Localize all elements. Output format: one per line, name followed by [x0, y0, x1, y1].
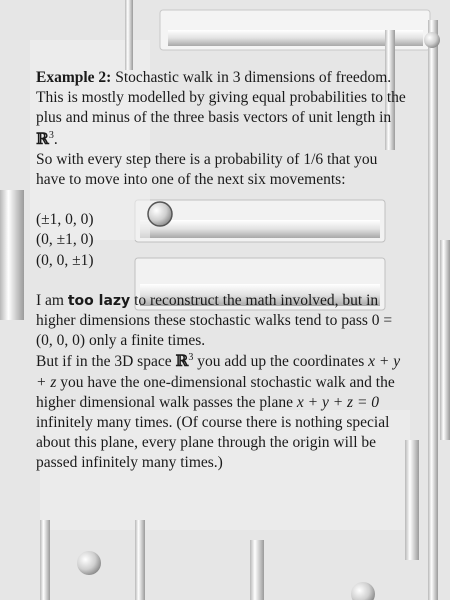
vector-line: (0, ±1, 0)	[36, 231, 94, 249]
plane-expression: x + y + z = 0	[296, 393, 380, 411]
space-exponent: 3	[48, 129, 54, 141]
example-label: Example 2:	[36, 69, 112, 86]
text-fragment: to reconstruct the math involved, but in higher dimensions these stochastic walks tend to pass 0 = (0, 0, 0) only a finite times.	[36, 291, 393, 350]
probability-paragraph: So with every step there is a probability of 1/6 that you have to move into one of the next six movements:	[36, 150, 378, 189]
space-symbol: ℝ	[175, 351, 189, 371]
vector-line: (0, 0, ±1)	[36, 251, 94, 269]
ball	[424, 32, 440, 48]
example-paragraph	[36, 68, 408, 150]
space-symbol: ℝ	[36, 128, 49, 148]
example-intro: Stochastic walk in 3 dimensions of freedom. This is mostly modelled by giving equal probabilities to the plus and minus of the three basis vectors of unit length in	[36, 69, 406, 127]
bevel-edge	[168, 30, 423, 46]
emphasis-text: too lazy	[67, 292, 131, 309]
document-text	[36, 68, 408, 474]
sentence-end: .	[53, 130, 58, 148]
text-fragment: you add up the coordinates	[197, 353, 365, 371]
vertical-bar	[250, 540, 264, 600]
vertical-bar	[125, 0, 133, 70]
text-fragment: But if in the 3D space	[36, 353, 172, 371]
text-fragment: I am	[36, 291, 64, 309]
vertical-bar	[440, 240, 450, 440]
vertical-bar	[40, 520, 50, 600]
sum-expression: x + y + z	[36, 353, 401, 391]
vertical-bar	[428, 20, 438, 600]
coordinates-paragraph	[36, 351, 408, 473]
space-exponent: 3	[188, 352, 194, 364]
vector-line: (±1, 0, 0)	[36, 211, 94, 229]
ball	[77, 551, 101, 575]
vertical-bar	[0, 190, 24, 320]
vertical-bar	[135, 520, 145, 600]
lazy-paragraph	[36, 291, 408, 352]
ball	[351, 582, 375, 600]
text-fragment: infinitely many times. (Of course there is nothing special about this plane, every plane through the origin will be passed infinitely many times.)	[36, 414, 390, 472]
text-fragment: you have the one-dimensional stochastic walk and the higher dimensional walk passes the plane	[36, 373, 395, 411]
